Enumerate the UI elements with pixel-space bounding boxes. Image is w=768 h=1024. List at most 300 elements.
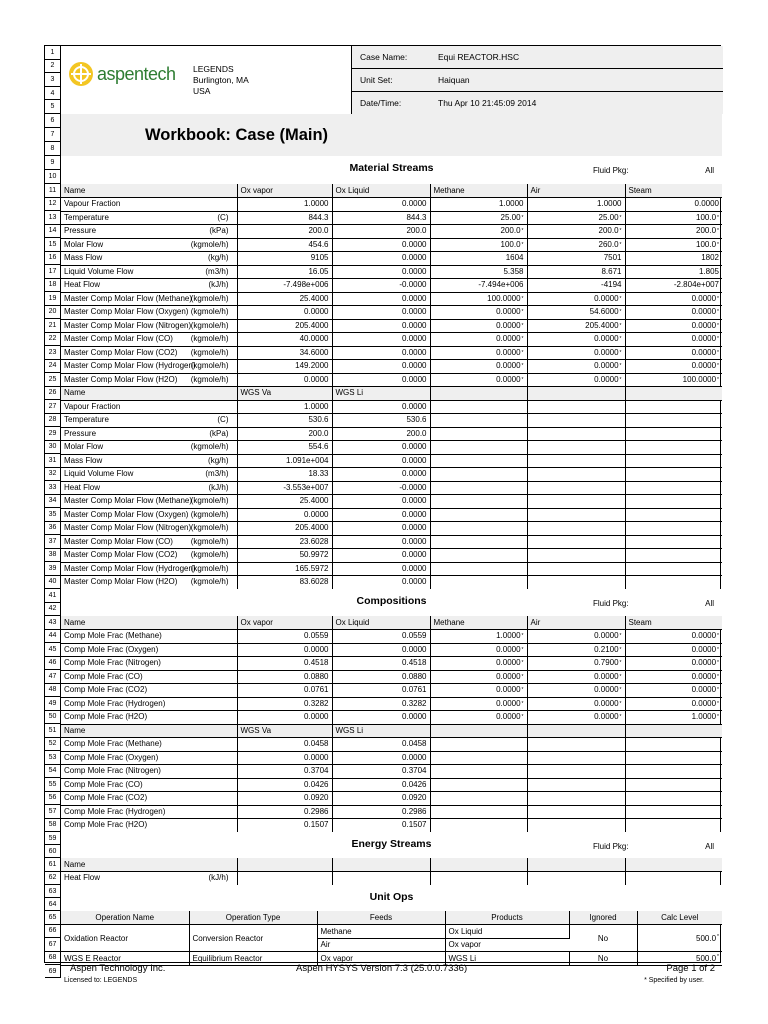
row-label-cell	[61, 333, 237, 347]
row-label-cell	[61, 481, 237, 495]
row-label: Comp Mole Frac (Hydrogen)	[64, 806, 166, 816]
row-unit: (kgmole/h)	[190, 347, 229, 357]
empty-cell	[527, 414, 625, 428]
value-cell: 0.0761	[332, 684, 430, 698]
value-cell: 0.0880	[237, 670, 332, 684]
specified-marker: *	[521, 241, 524, 248]
fluid-pkg-label: Fluid Pkg:	[593, 166, 629, 175]
row-number: 27	[45, 400, 61, 414]
row-number: 22	[45, 333, 61, 347]
row-number: 7	[45, 128, 61, 142]
row-label-cell	[61, 252, 237, 266]
fluid-pkg-label: Fluid Pkg:	[593, 842, 629, 851]
column-header: Ox vapor	[237, 616, 332, 630]
row-unit: (kgmole/h)	[190, 320, 229, 330]
case-info	[351, 46, 723, 114]
row-label: Master Comp Molar Flow (H2O)	[64, 577, 178, 587]
column-header: Steam	[625, 616, 722, 630]
value-cell: -0.0000	[332, 481, 430, 495]
row-unit: (kg/h)	[208, 455, 229, 465]
row-label: Master Comp Molar Flow (CO)	[64, 334, 173, 344]
table-row	[61, 346, 722, 360]
row-label-cell	[61, 468, 237, 482]
value-cell: 0.2100*	[527, 643, 625, 657]
empty-cell	[625, 765, 722, 779]
value-cell: 0.0000*	[527, 630, 625, 644]
row-number: 35	[45, 508, 61, 522]
table-row	[61, 238, 722, 252]
column-header: Methane	[430, 616, 527, 630]
row-unit: (kgmole/h)	[190, 563, 229, 573]
row-number: 6	[45, 114, 61, 128]
row-number: 32	[45, 468, 61, 482]
row-number: 62	[45, 872, 61, 886]
empty-cell	[430, 778, 527, 792]
value-cell: 0.0000*	[430, 711, 527, 725]
row-label-cell	[61, 657, 237, 671]
column-header	[430, 724, 527, 738]
row-number: 68	[45, 952, 61, 966]
specified-marker: *	[521, 228, 524, 235]
value-cell: 0.0000	[332, 468, 430, 482]
specified-marker: *	[619, 376, 622, 383]
value-cell: 16.05	[237, 265, 332, 279]
value-cell: 0.0458	[332, 738, 430, 752]
datetime-value: Thu Apr 10 21:45:09 2014	[438, 98, 537, 108]
specified-marker: *	[717, 700, 719, 707]
footer-company: Aspen Technology Inc.	[70, 963, 166, 974]
value-cell: 200.0	[237, 225, 332, 239]
case-name-row	[352, 46, 723, 69]
row-number: 55	[45, 778, 61, 792]
specified-marker: *	[717, 633, 719, 640]
value-cell: -7.494e+006	[430, 279, 527, 293]
specified-marker: *	[619, 309, 622, 316]
feed: Ox vapor	[317, 952, 445, 966]
row-number: 14	[45, 225, 61, 239]
row-number: 42	[45, 603, 61, 617]
energy-header-row	[61, 858, 722, 872]
empty-cell	[527, 508, 625, 522]
empty-cell	[527, 535, 625, 549]
unit-set-value: Haiquan	[438, 75, 470, 85]
row-number: 17	[45, 265, 61, 279]
value-cell: 0.2986	[237, 805, 332, 819]
specified-marker: *	[717, 228, 719, 235]
calc-level-value: 500.0*	[637, 925, 722, 952]
row-unit: (kgmole/h)	[190, 334, 229, 343]
specified-marker: *	[717, 322, 719, 329]
empty-cell	[625, 508, 722, 522]
value-cell: 0.0000*	[430, 319, 527, 333]
value-cell: 200.0	[237, 427, 332, 441]
company-name: LEGENDS	[193, 64, 234, 74]
row-number: 30	[45, 441, 61, 455]
row-label: Master Comp Molar Flow (Hydrogen)	[64, 563, 196, 573]
row-unit: (kgmole/h)	[190, 509, 229, 519]
row-number: 50	[45, 711, 61, 725]
value-cell: 0.0000	[332, 495, 430, 509]
row-number: 65	[45, 911, 61, 925]
unit-op-row	[61, 925, 722, 939]
specified-marker: *	[717, 336, 719, 343]
table-row	[61, 792, 722, 806]
value-cell: 0.0000*	[527, 292, 625, 306]
company-city: Burlington, MA	[193, 75, 249, 85]
empty-cell	[625, 576, 722, 590]
empty-cell	[625, 751, 722, 765]
row-label-cell	[61, 535, 237, 549]
table-row	[61, 738, 722, 752]
empty-cell	[527, 549, 625, 563]
value-cell: 0.0000*	[430, 657, 527, 671]
specified-marker: *	[619, 687, 622, 694]
row-unit: (kgmole/h)	[190, 442, 229, 451]
case-name-label: Case Name:	[360, 52, 408, 62]
row-label-cell	[61, 792, 237, 806]
row-unit: (kgmole/h)	[190, 293, 229, 303]
specified-marker: *	[619, 241, 622, 248]
datetime-label: Date/Time:	[360, 98, 402, 108]
value-cell: 100.0*	[625, 238, 722, 252]
row-label: Temperature	[64, 415, 109, 425]
row-label-cell	[61, 630, 237, 644]
value-cell: 0.0000*	[430, 684, 527, 698]
specified-marker: *	[521, 309, 524, 316]
row-label-cell	[61, 549, 237, 563]
value-cell: 454.6	[237, 238, 332, 252]
table-row	[61, 576, 722, 590]
row-label: Comp Mole Frac (Methane)	[64, 739, 162, 749]
row-label-cell	[61, 495, 237, 509]
row-label-cell	[61, 454, 237, 468]
empty-cell	[625, 792, 722, 806]
empty-cell	[430, 738, 527, 752]
value-cell: 1.0000*	[625, 711, 722, 725]
value-cell: 1.091e+004	[237, 454, 332, 468]
row-number: 63	[45, 885, 61, 898]
fluid-pkg-value: All	[705, 166, 714, 175]
row-label: Master Comp Molar Flow (CO)	[64, 536, 173, 546]
specified-marker: *	[521, 295, 524, 302]
table-row	[61, 670, 722, 684]
table-row	[61, 630, 722, 644]
row-number: 54	[45, 765, 61, 779]
row-label: Pressure	[64, 428, 97, 438]
row-number: 48	[45, 684, 61, 698]
row-number: 31	[45, 454, 61, 468]
footer-version: Aspen HYSYS Version 7.3 (25.0.0.7336)	[296, 963, 468, 974]
column-header	[527, 387, 625, 401]
specified-marker: *	[717, 349, 719, 356]
row-number: 64	[45, 898, 61, 911]
specified-marker: *	[717, 309, 719, 316]
table-row	[61, 643, 722, 657]
row-label-cell	[61, 697, 237, 711]
value-cell: 0.0000	[237, 508, 332, 522]
compositions-title: Compositions	[356, 595, 427, 607]
heat-flow-unit: (kJ/h)	[208, 873, 229, 882]
row-label-cell	[61, 765, 237, 779]
row-number: 10	[45, 170, 61, 184]
stream-header-row	[61, 616, 722, 630]
row-number: 25	[45, 373, 61, 387]
value-cell: 0.0000	[332, 576, 430, 590]
row-label-cell	[61, 373, 237, 387]
row-number: 20	[45, 306, 61, 320]
row-label: Master Comp Molar Flow (CO2)	[64, 347, 178, 357]
value-cell: 100.0*	[430, 238, 527, 252]
empty-cell	[527, 738, 625, 752]
row-label-cell	[61, 738, 237, 752]
row-label-cell	[61, 522, 237, 536]
empty-cell	[625, 414, 722, 428]
row-label: Master Comp Molar Flow (Oxygen)	[64, 307, 189, 317]
value-cell: 0.0458	[237, 738, 332, 752]
compositions-section	[61, 589, 722, 617]
table-row	[61, 765, 722, 779]
row-label: Molar Flow	[64, 442, 104, 452]
value-cell: 0.0426	[332, 778, 430, 792]
specified-marker: *	[619, 336, 622, 343]
value-cell: 0.0426	[237, 778, 332, 792]
empty-cell	[430, 441, 527, 455]
unit-ops-table	[61, 911, 722, 966]
row-unit: (kgmole/h)	[190, 550, 229, 559]
table-row	[61, 400, 722, 414]
row-label: Comp Mole Frac (CO2)	[64, 685, 148, 695]
product: Ox Liquid	[445, 925, 569, 939]
row-number: 4	[45, 87, 61, 101]
row-number: 15	[45, 238, 61, 252]
table-row	[61, 265, 722, 279]
empty-cell	[527, 751, 625, 765]
row-number: 23	[45, 346, 61, 360]
value-cell: 0.0000*	[430, 643, 527, 657]
value-cell: 0.0000	[332, 643, 430, 657]
company-address	[193, 64, 249, 97]
feeds-header: Feeds	[317, 911, 445, 925]
empty-cell	[430, 481, 527, 495]
value-cell: 0.0000	[332, 549, 430, 563]
column-header: Air	[527, 184, 625, 198]
empty-cell	[527, 792, 625, 806]
ignored-header: Ignored	[569, 911, 637, 925]
row-label-cell	[61, 576, 237, 590]
empty-cell	[430, 576, 527, 590]
empty-cell	[527, 576, 625, 590]
column-header: WGS Va	[237, 724, 332, 738]
row-label: Pressure	[64, 226, 97, 236]
value-cell: 0.4518	[237, 657, 332, 671]
value-cell: 0.0000	[332, 346, 430, 360]
table-row	[61, 495, 722, 509]
row-label: Molar Flow	[64, 239, 104, 249]
report-header	[61, 46, 722, 115]
value-cell: 0.0000	[332, 306, 430, 320]
row-label-cell	[61, 427, 237, 441]
row-label: Comp Mole Frac (CO2)	[64, 793, 148, 803]
empty-cell	[527, 562, 625, 576]
empty-cell	[625, 549, 722, 563]
row-label-cell	[61, 711, 237, 725]
row-unit: (C)	[217, 212, 229, 222]
row-label-cell	[61, 198, 237, 212]
feed: Air	[317, 938, 445, 952]
row-number: 59	[45, 832, 61, 845]
row-label-cell	[61, 319, 237, 333]
empty-cell	[430, 562, 527, 576]
value-cell: 1.0000	[430, 198, 527, 212]
row-number: 2	[45, 60, 61, 74]
fluid-pkg-label: Fluid Pkg:	[593, 599, 629, 608]
table-row	[61, 441, 722, 455]
value-cell: 844.3	[332, 211, 430, 225]
row-unit: (kPa)	[209, 226, 229, 235]
value-cell: 0.3282	[332, 697, 430, 711]
empty-cell	[625, 481, 722, 495]
specified-marker: *	[619, 646, 622, 653]
specified-marker: *	[717, 376, 719, 383]
empty-cell	[625, 535, 722, 549]
op-name-header: Operation Name	[61, 911, 189, 925]
stream-header-row	[61, 387, 722, 401]
column-header: Name	[61, 724, 237, 738]
row-number: 58	[45, 819, 61, 833]
empty-cell	[625, 819, 722, 833]
row-label-cell	[61, 441, 237, 455]
empty-cell	[625, 522, 722, 536]
row-unit: (kgmole/h)	[190, 239, 229, 249]
value-cell: 0.0000	[332, 252, 430, 266]
table-row	[61, 711, 722, 725]
table-row	[61, 697, 722, 711]
value-cell: 0.0000	[332, 265, 430, 279]
row-number: 29	[45, 427, 61, 441]
row-label-cell	[61, 414, 237, 428]
value-cell: 0.0880	[332, 670, 430, 684]
specified-marker: *	[521, 376, 524, 383]
energy-streams-title: Energy Streams	[351, 838, 432, 850]
specified-marker: *	[717, 673, 719, 680]
value-cell: 0.0000	[237, 751, 332, 765]
row-label-cell	[61, 684, 237, 698]
table-row	[61, 211, 722, 225]
value-cell: 0.0000	[332, 562, 430, 576]
row-unit: (m3/h)	[205, 469, 229, 478]
row-label: Comp Mole Frac (CO)	[64, 671, 143, 681]
ignored-value: No	[569, 925, 637, 952]
row-label: Vapour Fraction	[64, 199, 121, 209]
table-row	[61, 319, 722, 333]
value-cell: 100.0000*	[625, 373, 722, 387]
specified-marker: *	[717, 660, 719, 667]
material-streams-section	[61, 156, 722, 185]
value-cell: 0.0000*	[625, 292, 722, 306]
row-label: Master Comp Molar Flow (Nitrogen)	[64, 320, 192, 330]
value-cell: 530.6	[332, 414, 430, 428]
specified-note: * Specified by user.	[644, 977, 704, 984]
value-cell: 200.0*	[527, 225, 625, 239]
empty-cell	[527, 778, 625, 792]
value-cell: 34.6000	[237, 346, 332, 360]
value-cell: 0.0000*	[625, 697, 722, 711]
value-cell: 554.6	[237, 441, 332, 455]
value-cell: 7501	[527, 252, 625, 266]
row-number: 49	[45, 697, 61, 711]
feed: Methane	[317, 925, 445, 939]
column-header: Steam	[625, 184, 722, 198]
row-number: 57	[45, 805, 61, 819]
row-label: Comp Mole Frac (Nitrogen)	[64, 766, 161, 776]
value-cell: 0.0000	[332, 198, 430, 212]
specified-marker: *	[521, 349, 524, 356]
table-row	[61, 522, 722, 536]
aspentech-logo-icon	[67, 60, 95, 88]
column-header: WGS Va	[237, 387, 332, 401]
column-header: Name	[61, 616, 237, 630]
value-cell: 25.00*	[527, 211, 625, 225]
row-number: 46	[45, 657, 61, 671]
row-number: 44	[45, 630, 61, 644]
table-row	[61, 778, 722, 792]
value-cell: 0.0000	[237, 643, 332, 657]
row-number: 37	[45, 535, 61, 549]
row-unit: (kgmole/h)	[190, 307, 229, 316]
value-cell: 0.0000*	[430, 346, 527, 360]
calc-level-value: 500.0*	[637, 952, 722, 966]
row-unit: (kPa)	[209, 428, 229, 438]
specified-marker: *	[619, 214, 622, 221]
fluid-pkg-value: All	[705, 842, 714, 851]
value-cell: -4194	[527, 279, 625, 293]
row-number: 28	[45, 414, 61, 428]
column-header	[527, 724, 625, 738]
row-label-cell	[61, 265, 237, 279]
empty-cell	[430, 535, 527, 549]
column-header: Ox Liquid	[332, 184, 430, 198]
value-cell: 1.805	[625, 265, 722, 279]
value-cell: 0.0000	[332, 238, 430, 252]
value-cell: 0.0000*	[430, 306, 527, 320]
row-label: Comp Mole Frac (Hydrogen)	[64, 698, 166, 708]
specified-marker: *	[521, 700, 524, 707]
row-unit: (C)	[217, 415, 229, 424]
value-cell: 200.0	[332, 225, 430, 239]
table-row	[61, 508, 722, 522]
empty-cell	[625, 400, 722, 414]
value-cell: 8.671	[527, 265, 625, 279]
value-cell: 0.0559	[332, 630, 430, 644]
value-cell: 0.0000	[332, 319, 430, 333]
value-cell: 0.0000	[332, 535, 430, 549]
empty-cell	[430, 751, 527, 765]
footer-page: Page 1 of 2	[666, 963, 715, 974]
table-row	[61, 427, 722, 441]
value-cell: 0.0000*	[527, 360, 625, 374]
row-label: Master Comp Molar Flow (Oxygen)	[64, 509, 189, 519]
value-cell: 200.0	[332, 427, 430, 441]
specified-marker: *	[521, 363, 524, 370]
row-number: 9	[45, 156, 61, 170]
empty-cell	[625, 495, 722, 509]
table-row	[61, 657, 722, 671]
value-cell: 0.0000*	[625, 333, 722, 347]
row-number: 69	[45, 965, 61, 978]
empty-cell	[430, 468, 527, 482]
row-unit: (kgmole/h)	[190, 523, 229, 532]
table-row	[61, 535, 722, 549]
